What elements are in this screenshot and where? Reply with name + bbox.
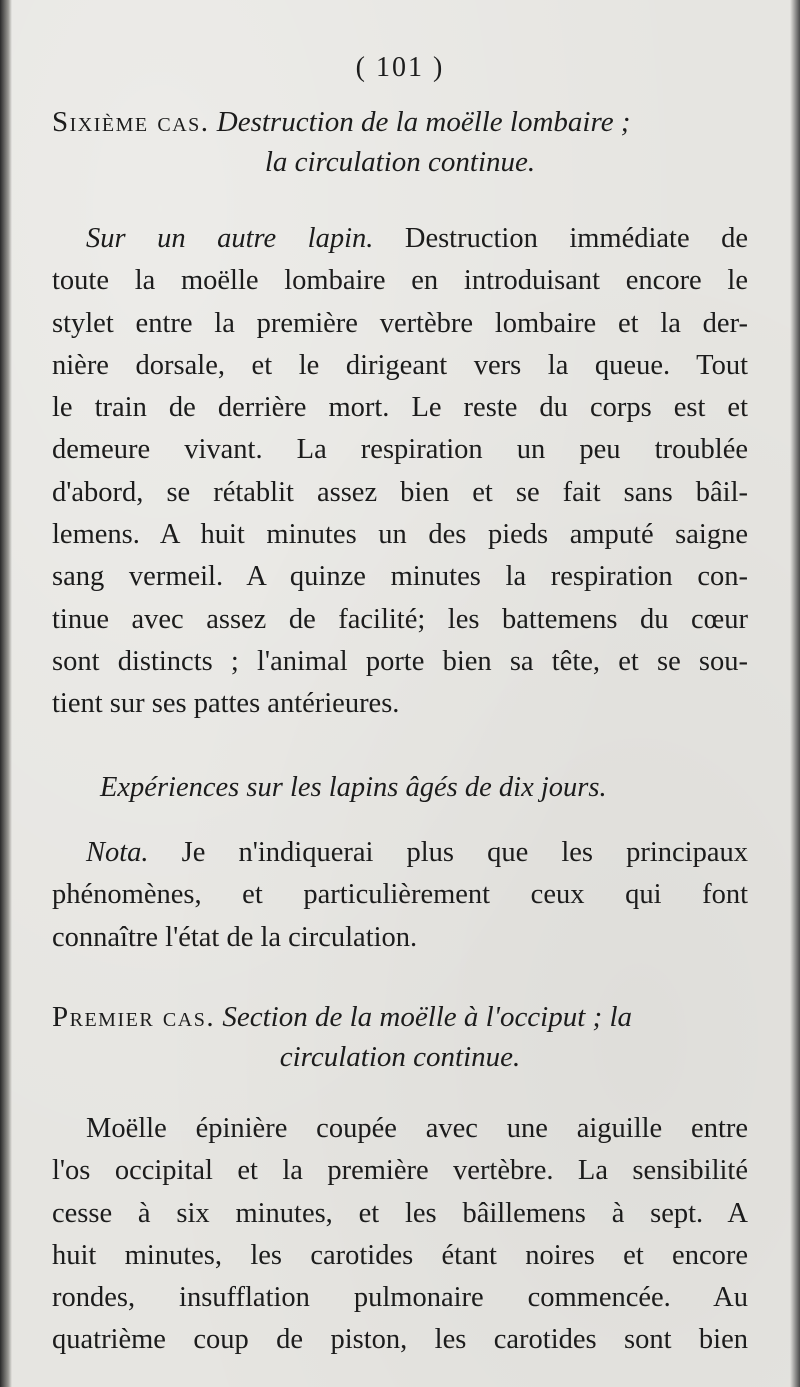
case-label: Sixième cas. — [52, 106, 210, 138]
paragraph-lapin — [52, 218, 748, 726]
paragraph-line: cesse à six minutes, et les bâillemens à sept. A — [52, 1197, 748, 1229]
paragraph-line: d'abord, se rétablit assez bien et se fait sans bâil- — [52, 476, 748, 508]
subheading-experiences: Expériences sur les lapins âgés de dix jours. — [100, 772, 607, 803]
paragraph-line: l'os occipital et la première vertèbre. La sensibilité — [52, 1155, 748, 1187]
nota-lead: Nota. — [86, 837, 149, 868]
paragraph-line: quatrième coup de piston, les carotides sont bien — [52, 1324, 748, 1356]
case-title-line2: circulation continue. — [279, 1041, 521, 1073]
paragraph-line: Sur un autre lapin. Destruction immédiate de — [86, 223, 748, 254]
paragraph-line: huit minutes, les carotides étant noires et encore — [52, 1239, 748, 1271]
paragraph-line: tinue avec assez de facilité; les battemens du cœur — [52, 603, 748, 635]
paragraph-line: lemens. A huit minutes un des pieds amputé saigne — [52, 519, 748, 551]
paragraph-line: Nota. Je n'indiquerai plus que les principaux — [86, 837, 748, 868]
case-title-line1: Section de la moëlle à l'occiput ; la — [222, 1001, 633, 1033]
paragraph-moelle-epiniere — [52, 1108, 748, 1362]
paragraph-line: connaître l'état de la circulation. — [52, 921, 418, 953]
paragraph-line: nière dorsale, et le dirigeant vers la queue. Tout — [52, 349, 748, 381]
paragraph-line: phénomènes, et particulièrement ceux qui font — [52, 879, 748, 911]
paragraph-line: rondes, insufflation pulmonaire commencée. Au — [52, 1282, 748, 1314]
paragraph-line: sont distincts ; l'animal porte bien sa tête, et se sou- — [52, 645, 748, 677]
paragraph-line: toute la moëlle lombaire en introduisant encore le — [52, 265, 748, 297]
paragraph-lead: Sur un autre lapin. — [86, 223, 374, 254]
section-heading-sixieme-cas — [52, 102, 748, 182]
paragraph-nota — [52, 832, 748, 959]
paragraph-line: Moëlle épinière coupée avec une aiguille entre — [86, 1113, 748, 1144]
case-title-line1: Destruction de la moëlle lombaire ; — [216, 106, 631, 138]
case-label: Premier cas. — [52, 1001, 216, 1033]
page-number: ( 101 ) — [355, 52, 445, 83]
section-heading-premier-cas — [52, 997, 748, 1077]
paragraph-line: le train de derrière mort. Le reste du corps est et — [52, 392, 748, 424]
paragraph-line: stylet entre la première vertèbre lombaire et la der- — [52, 307, 748, 339]
paragraph-line: demeure vivant. La respiration un peu troublée — [52, 434, 748, 466]
case-title-line2: la circulation continue. — [264, 146, 536, 178]
paragraph-line: tient sur ses pattes antérieures. — [52, 688, 400, 720]
paragraph-line: sang vermeil. A quinze minutes la respiration con- — [52, 561, 748, 593]
